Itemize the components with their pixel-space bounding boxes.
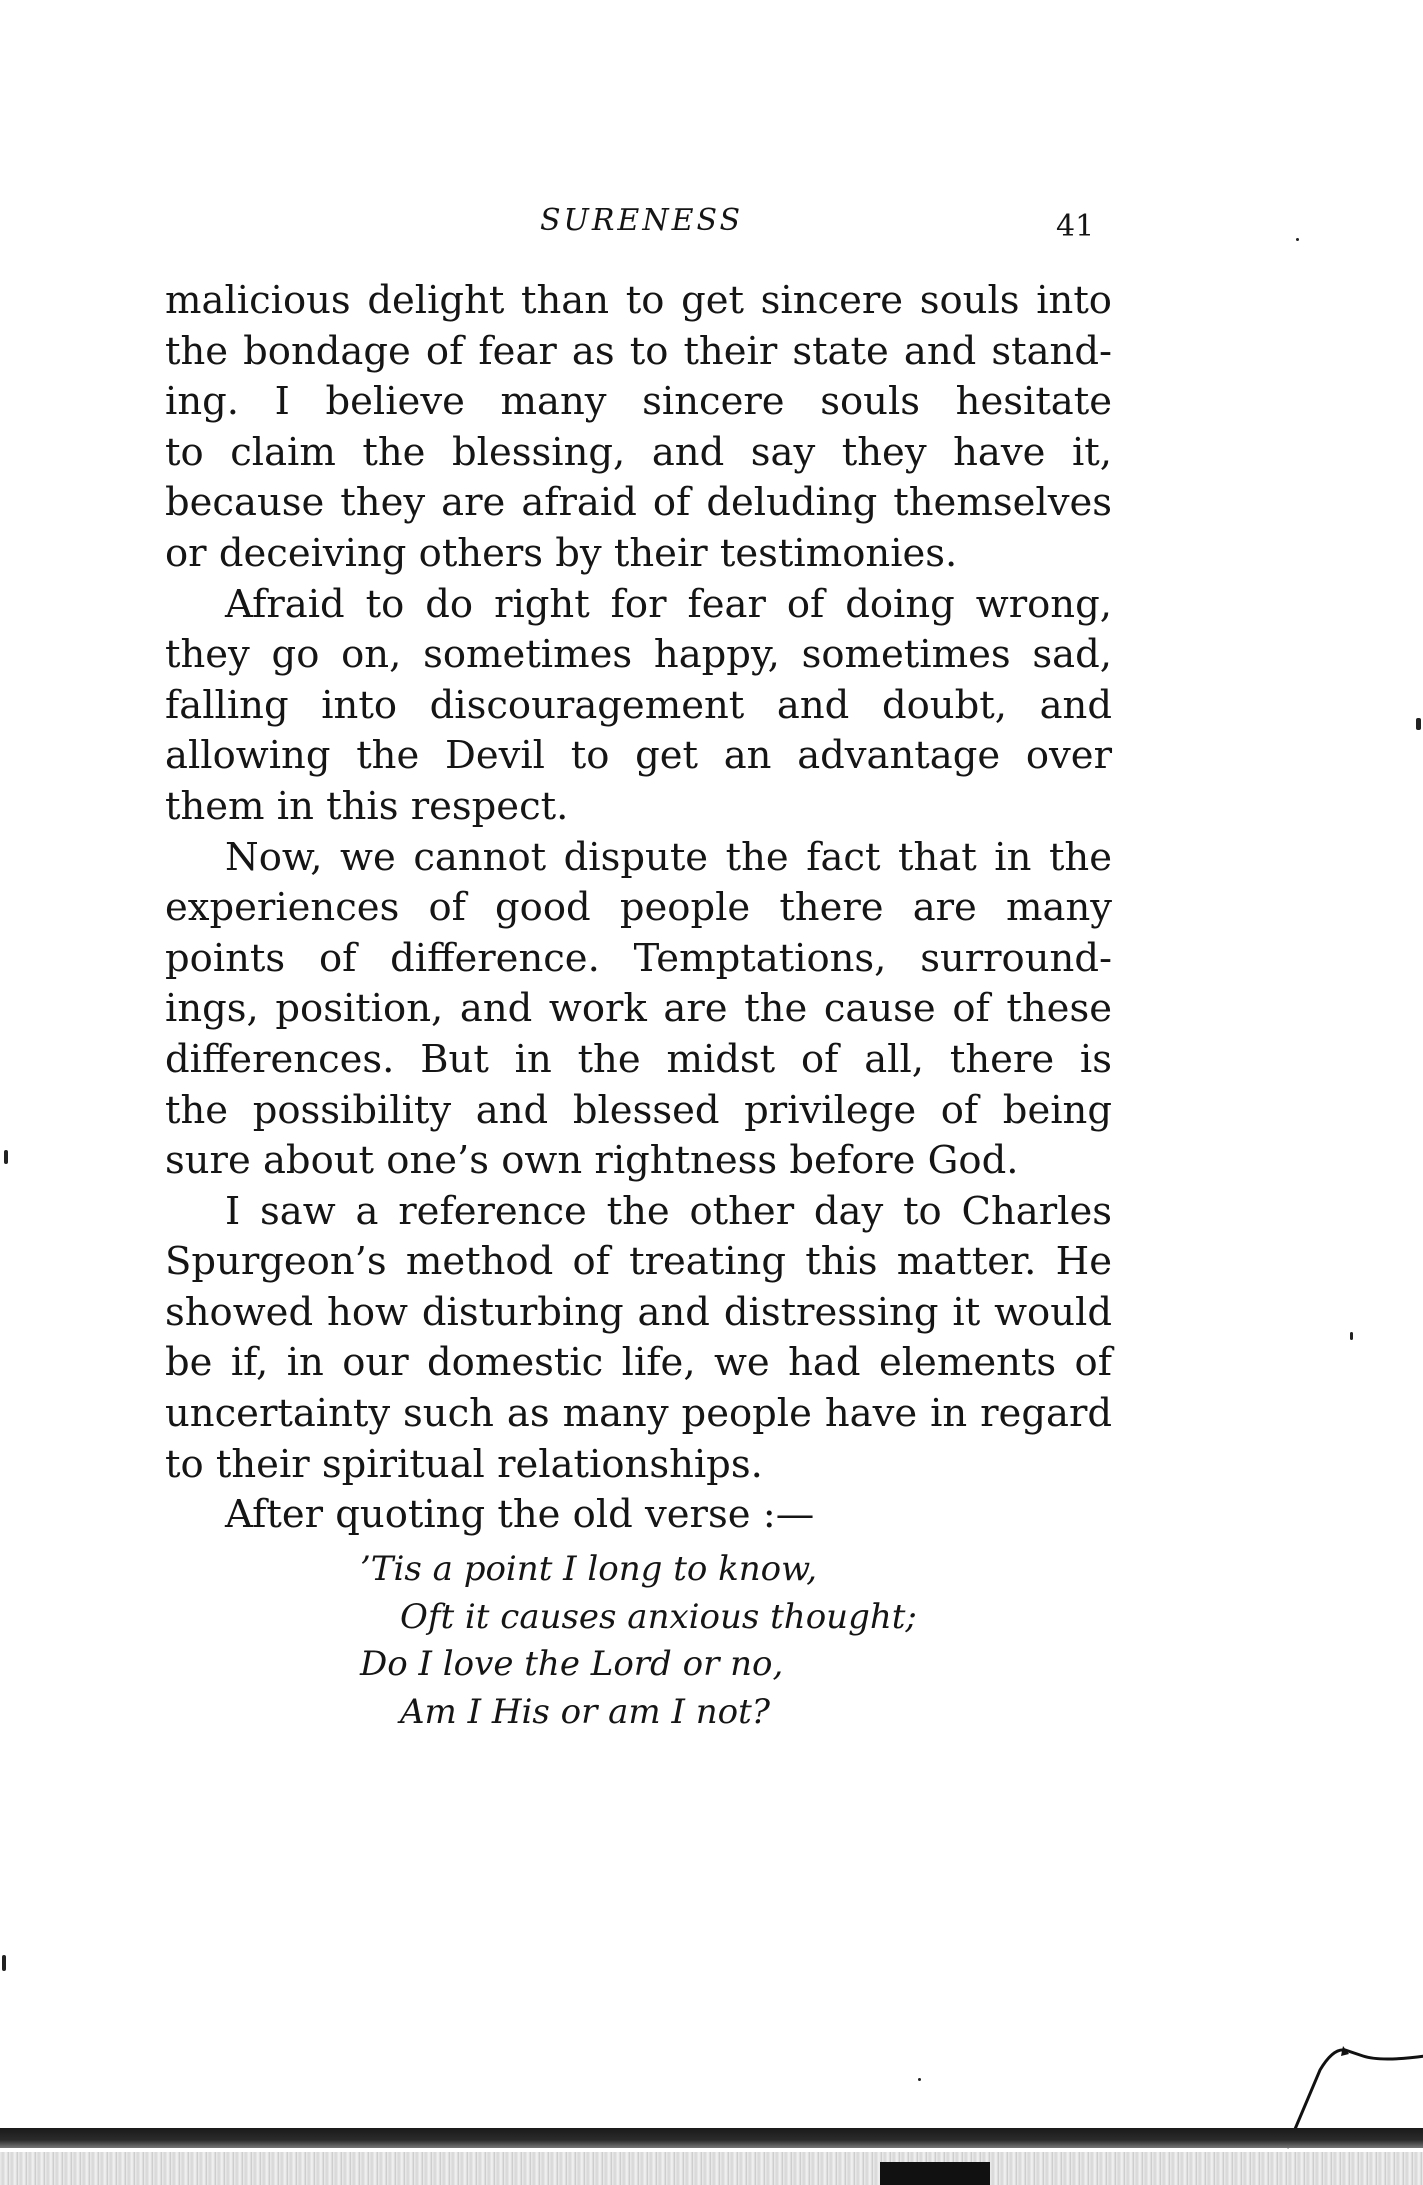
text-line: the possibility and blessed privilege of being <box>165 1087 1112 1133</box>
ink-speck <box>1416 718 1421 730</box>
paragraph <box>165 580 1112 833</box>
text-line: uncertainty such as many people have in regard <box>165 1391 1112 1437</box>
text-line: malicious delight than to get sincere souls into <box>165 278 1112 323</box>
scan-edge-strip <box>0 2152 1423 2185</box>
body-text <box>165 276 1112 1541</box>
text-line: to their spiritual relationships. <box>165 1441 763 1487</box>
text-line: the bondage of fear as to their state and stand- <box>165 328 1112 374</box>
text-line: I saw a reference the other day to Charles <box>225 1188 1112 1234</box>
paragraph <box>165 276 1112 580</box>
text-line: ing. I believe many sincere souls hesitate <box>165 379 1112 425</box>
text-line: showed how disturbing and distressing it would <box>165 1289 1112 1335</box>
page-edge-shadow <box>0 2128 1423 2148</box>
text-line: to claim the blessing, and say they have it, <box>165 429 1112 475</box>
text-line: Spurgeon’s method of treating this matter. He <box>165 1239 1112 1285</box>
ink-speck <box>1350 1332 1353 1340</box>
text-line: be if, in our domestic life, we had elements of <box>165 1340 1112 1386</box>
ink-speck <box>2 1955 6 1971</box>
text-line: sure about one’s own rightness before God. <box>165 1138 1019 1184</box>
text-line: points of difference. Temptations, surround- <box>165 935 1112 981</box>
text-line: ings, position, and work are the cause of these <box>165 986 1112 1032</box>
text-line: experiences of good people there are many <box>165 885 1112 931</box>
verse-line: Do I love the Lord or no, <box>360 1644 784 1684</box>
text-line: Afraid to do right for fear of doing wrong, <box>225 581 1112 627</box>
text-line: or deceiving others by their testimonies. <box>165 530 958 576</box>
ink-speck <box>918 2078 921 2081</box>
text-line: After quoting the old verse :— <box>225 1492 815 1538</box>
verse-quotation <box>360 1546 920 1736</box>
text-line: they go on, sometimes happy, sometimes sad, <box>165 632 1112 678</box>
running-head: SURENESS <box>540 203 744 238</box>
text-line: because they are afraid of deluding themselves <box>165 480 1112 526</box>
text-line: them in this respect. <box>165 783 569 829</box>
verse-line: ’Tis a point I long to know, <box>360 1549 818 1589</box>
text-line: allowing the Devil to get an advantage over <box>165 733 1112 779</box>
ink-speck <box>1296 238 1299 241</box>
paragraph <box>165 1490 1112 1541</box>
text-line: Now, we cannot dispute the fact that in the <box>225 834 1112 880</box>
ink-speck <box>4 1150 8 1164</box>
text-line: falling into discouragement and doubt, and <box>165 682 1112 728</box>
scan-edge-block <box>880 2162 990 2185</box>
text-line: differences. But in the midst of all, there is <box>165 1036 1112 1082</box>
paragraph <box>165 833 1112 1187</box>
page-header <box>0 203 1423 243</box>
page-number: 41 <box>1056 209 1095 244</box>
paragraph <box>165 1187 1112 1491</box>
verse-line: Oft it causes anxious thought; <box>400 1596 917 1637</box>
verse-line: Am I His or am I not? <box>400 1691 770 1732</box>
